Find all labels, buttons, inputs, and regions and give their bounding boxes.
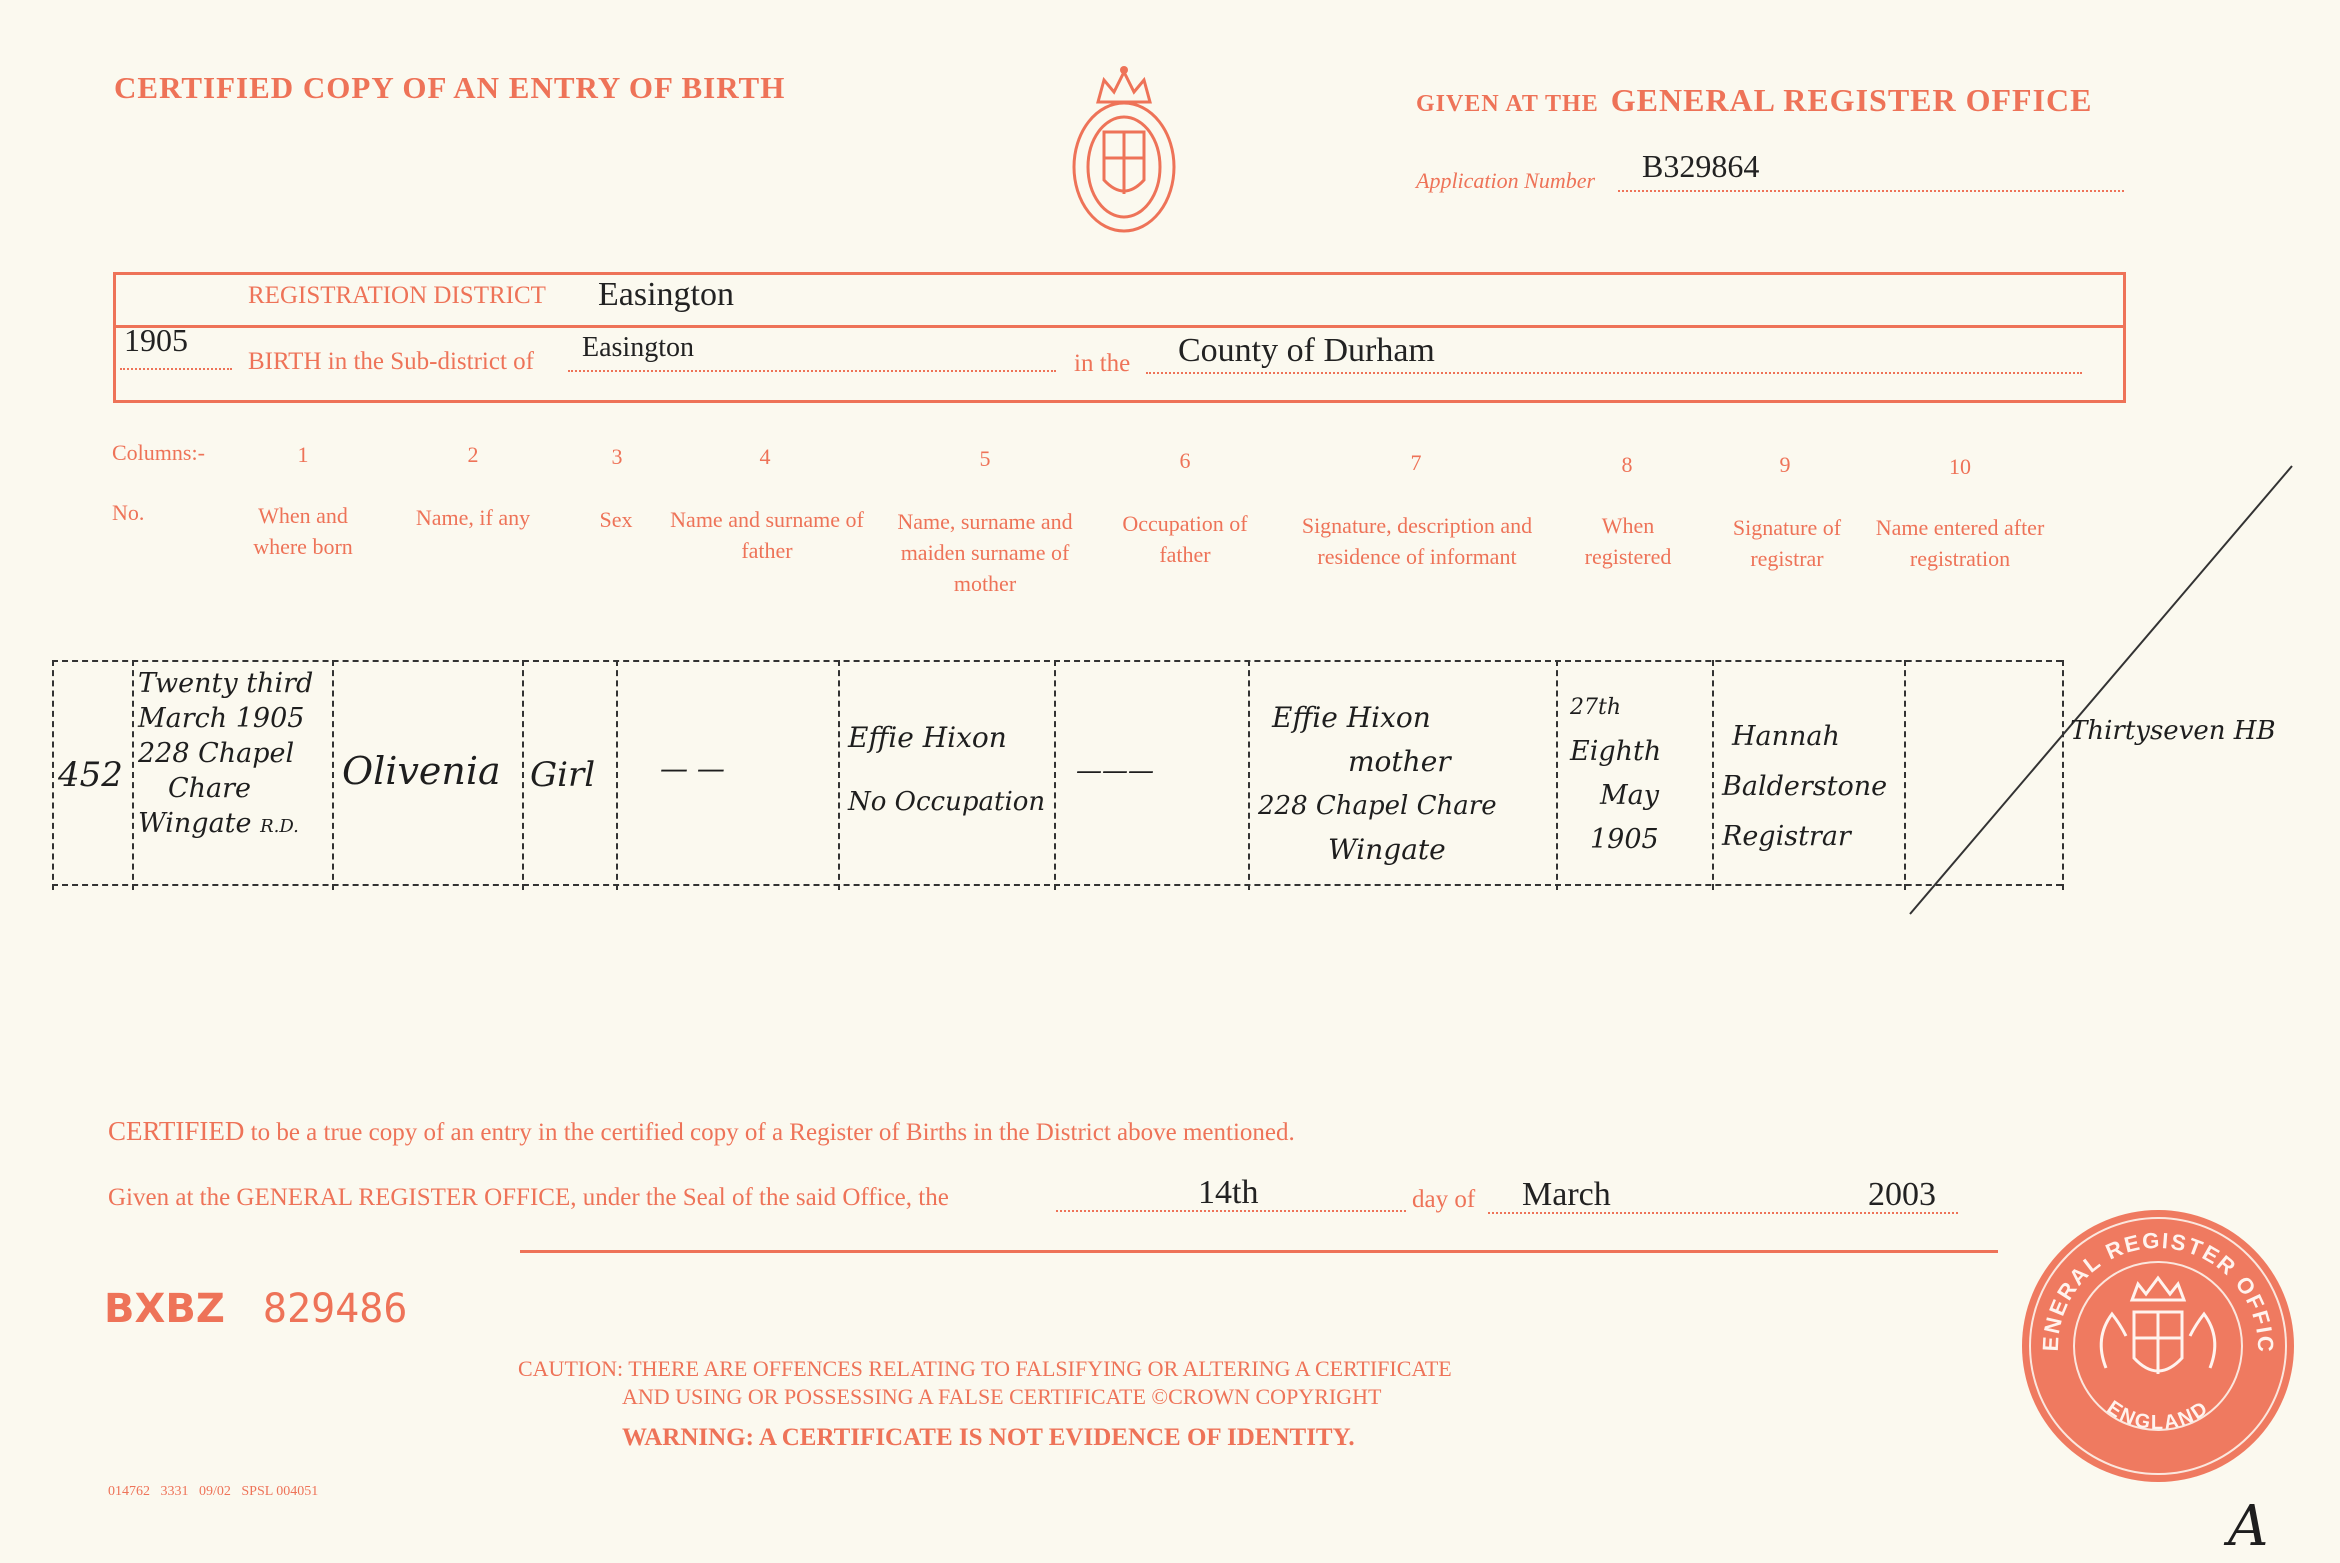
registrar-line-3: Registrar bbox=[1722, 821, 1851, 852]
registrar-line-1: Hannah bbox=[1732, 721, 1840, 752]
county-dotline bbox=[1146, 372, 2082, 374]
serial-number bbox=[104, 1286, 407, 1332]
registration-box-divider bbox=[116, 325, 2123, 328]
entry-rule-6 bbox=[1054, 660, 1056, 890]
column-head-2: Name, if any bbox=[415, 505, 531, 530]
year-value: 2003 bbox=[1868, 1176, 1936, 1213]
entry-occupation: ——— bbox=[1076, 756, 1154, 786]
column-number-2: 2 bbox=[467, 442, 479, 467]
application-label: Application Number bbox=[1416, 168, 1596, 193]
given-at-office: GENERAL REGISTER OFFICE bbox=[1610, 82, 2093, 118]
subdistrict-label: BIRTH in the Sub-district of bbox=[248, 348, 534, 375]
column-head-4: Name and surname of father bbox=[670, 507, 864, 563]
informant-line-1: Effie Hixon bbox=[1272, 701, 1431, 734]
subdistrict-dotline bbox=[568, 370, 1056, 372]
certificate-title: CERTIFIED COPY OF AN ENTRY OF BIRTH bbox=[114, 70, 786, 105]
no-label: No. bbox=[112, 500, 145, 525]
certified-text: to be a true copy of an entry in the certified copy of a Register of Births in the District above mentioned. bbox=[250, 1119, 1295, 1146]
day-value: 14th bbox=[1198, 1174, 1259, 1211]
entry-when-registered bbox=[1570, 686, 1710, 862]
given-at-prefix: GIVEN AT THE bbox=[1416, 91, 1599, 117]
when-where-line-4: Chare bbox=[168, 773, 252, 804]
county-value: County of Durham bbox=[1178, 332, 1435, 369]
district-value: Easington bbox=[598, 276, 734, 313]
column-head-3: Sex bbox=[599, 507, 633, 532]
month-value: March bbox=[1522, 1176, 1611, 1213]
entry-sex: Girl bbox=[530, 755, 596, 795]
column-number-9: 9 bbox=[1779, 452, 1791, 477]
column-head-1: When and where born bbox=[253, 503, 353, 559]
entry-informant bbox=[1258, 696, 1558, 872]
entry-rule-3 bbox=[522, 660, 524, 890]
entry-name: Olivenia bbox=[342, 749, 501, 793]
entry-rule-5 bbox=[838, 660, 840, 890]
form-code: 014762 3331 09/02 SPSL 004051 bbox=[108, 1484, 319, 1499]
registered-line-2: Eighth bbox=[1570, 736, 1662, 767]
year-dotline bbox=[120, 368, 232, 370]
registrar-line-2: Balderstone bbox=[1722, 771, 1888, 802]
crown-crest-icon bbox=[1068, 62, 1180, 234]
when-where-line-2: March 1905 bbox=[138, 703, 305, 734]
entry-when-where bbox=[138, 666, 334, 844]
given-at-line bbox=[1416, 82, 2093, 119]
initial-mark: A bbox=[2228, 1494, 2269, 1559]
serial-digits: 829486 bbox=[262, 1286, 408, 1332]
entry-top-rule bbox=[52, 660, 2062, 662]
given-text: Given at the GENERAL REGISTER OFFICE, under the Seal of the said Office, the bbox=[108, 1184, 949, 1211]
column-head-8: When registered bbox=[1584, 513, 1672, 569]
subdistrict-value: Easington bbox=[582, 332, 694, 363]
seal-outer-text: ENERAL REGISTER OFFIC bbox=[2037, 1227, 2279, 1355]
entry-mother bbox=[848, 706, 1052, 834]
informant-line-3: 228 Chapel Chare bbox=[1258, 791, 1497, 821]
entry-rule-0 bbox=[52, 660, 54, 890]
in-the-label: in the bbox=[1074, 350, 1131, 377]
when-where-line-3: 228 Chapel bbox=[138, 738, 295, 769]
column-number-4: 4 bbox=[759, 444, 771, 469]
when-where-line-1: Twenty third bbox=[138, 668, 314, 699]
column-number-1: 1 bbox=[297, 442, 309, 467]
register-office-seal bbox=[2020, 1208, 2296, 1484]
cancel-slash-line bbox=[1900, 456, 2300, 931]
registered-line-4: 1905 bbox=[1590, 824, 1659, 855]
seal-bottom-text: ENGLAND bbox=[2102, 1396, 2214, 1435]
registration-year: 1905 bbox=[124, 322, 188, 358]
informant-line-4: Wingate bbox=[1328, 833, 1446, 866]
entry-rule-1 bbox=[132, 660, 134, 890]
entry-rule-9 bbox=[1712, 660, 1714, 890]
registered-line-3: May bbox=[1600, 780, 1659, 811]
column-number-7: 7 bbox=[1410, 450, 1422, 475]
warning-text: WARNING: A CERTIFICATE IS NOT EVIDENCE OF IDENTITY. bbox=[622, 1424, 1355, 1451]
entry-rule-7 bbox=[1248, 660, 1250, 890]
mother-line-1: Effie Hixon bbox=[848, 721, 1007, 754]
column-head-7: Signature, description and residence of informant bbox=[1301, 513, 1533, 569]
certified-line bbox=[108, 1116, 1295, 1147]
serial-prefix: BXBZ bbox=[104, 1286, 225, 1332]
column-number-6: 6 bbox=[1179, 448, 1191, 473]
entry-number: 452 bbox=[58, 755, 123, 795]
entry-father: — — bbox=[660, 752, 725, 785]
application-number: B329864 bbox=[1642, 148, 1760, 184]
column-head-6: Occupation of father bbox=[1122, 511, 1248, 567]
registered-line-1: 27th bbox=[1570, 695, 1622, 720]
application-dotline bbox=[1618, 190, 2124, 192]
column-head-10: Name entered after registration bbox=[1875, 515, 2045, 571]
entry-rule-4 bbox=[616, 660, 618, 890]
informant-line-2: mother bbox=[1348, 745, 1451, 778]
signature-rule bbox=[520, 1250, 1998, 1253]
when-where-line-5: Wingate R.D. bbox=[138, 808, 299, 839]
entry-after-registration: Thirtyseven HB bbox=[2070, 716, 2276, 746]
entry-bottom-rule bbox=[52, 884, 2062, 886]
caution-line-2: AND USING OR POSSESSING A FALSE CERTIFICATE ©CROWN COPYRIGHT bbox=[622, 1384, 1382, 1409]
column-number-3: 3 bbox=[611, 444, 623, 469]
column-number-10: 10 bbox=[1949, 454, 1971, 479]
caution-line-1: CAUTION: THERE ARE OFFENCES RELATING TO FALSIFYING OR ALTERING A CERTIFICATE bbox=[518, 1356, 1452, 1381]
column-number-5: 5 bbox=[979, 446, 991, 471]
columns-prefix: Columns:- bbox=[112, 440, 205, 465]
column-head-9: Signature of registrar bbox=[1732, 515, 1842, 571]
column-head-5: Name, surname and maiden surname of mother bbox=[897, 509, 1073, 596]
entry-registrar bbox=[1722, 712, 1912, 862]
certified-word: CERTIFIED bbox=[108, 1116, 245, 1146]
district-label: REGISTRATION DISTRICT bbox=[248, 282, 546, 309]
mother-line-2: No Occupation bbox=[848, 787, 1046, 817]
day-of-label: day of bbox=[1412, 1186, 1476, 1213]
column-number-8: 8 bbox=[1621, 452, 1633, 477]
